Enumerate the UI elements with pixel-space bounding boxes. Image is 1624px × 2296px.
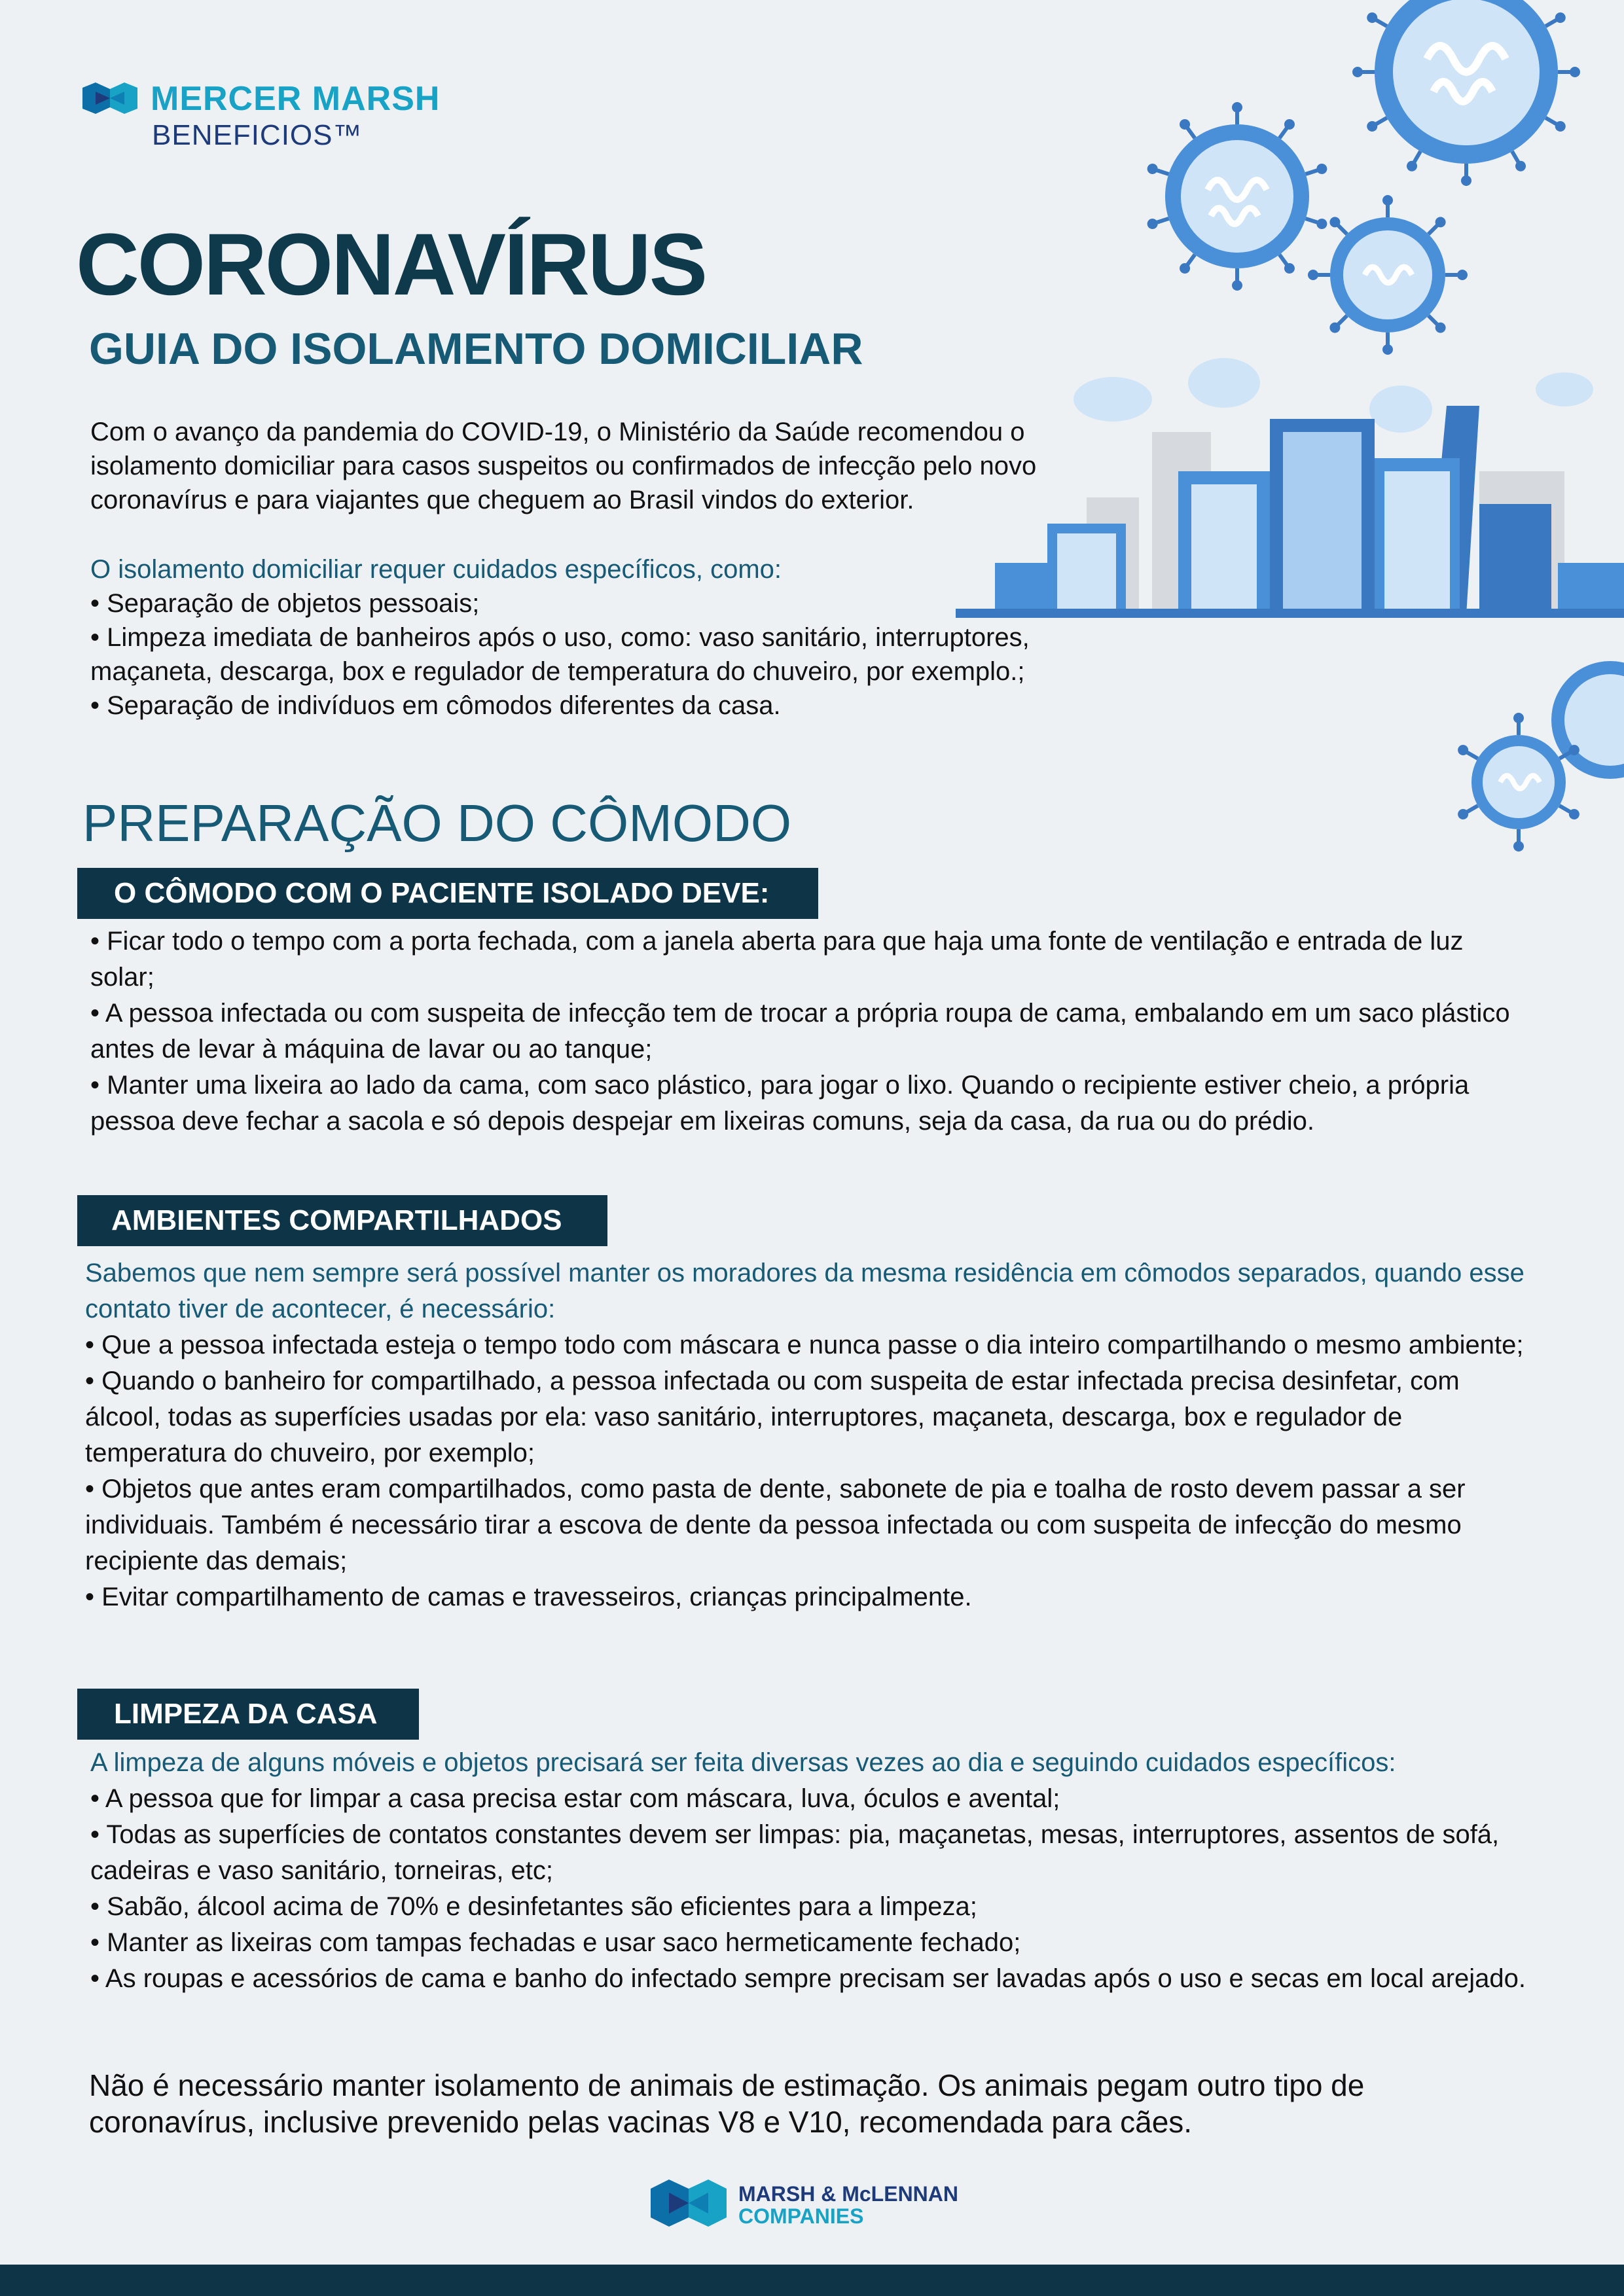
shared-lead: Sabemos que nem sempre será possível manter os moradores da mesma residência em cômodos separados, quando esse contato tiver de acontecer, é necessário: [85, 1259, 1525, 1323]
room-list [90, 924, 1511, 1139]
brand-logo [82, 77, 488, 156]
list-item: • Evitar compartilhamento de camas e travesseiros, crianças principalmente. [85, 1579, 1525, 1615]
section-title: PREPARAÇÃO DO CÔMODO [82, 794, 792, 852]
footer-logo [651, 2179, 991, 2229]
intro-lead: O isolamento domiciliar requer cuidados específicos, como: [90, 555, 782, 584]
closing-note: Não é necessário manter isolamento de animais de estimação. Os animais pegam outro tipo de coronavírus, inclusive prevenido pelas vacinas V8 e V10, recomendada para cães. [89, 2068, 1365, 2139]
marsh-mclennan-logo-icon [651, 2179, 727, 2227]
footer-logo-line1: MARSH & McLENNAN [738, 2182, 958, 2206]
intro-section [90, 415, 1111, 723]
page-title: CORONAVÍRUS [76, 216, 706, 314]
list-item: • Que a pessoa infectada esteja o tempo todo com máscara e nunca passe o dia inteiro compartilhando o mesmo ambiente; [85, 1327, 1525, 1363]
list-item: • Todas as superfícies de contatos constantes devem ser limpas: pia, maçanetas, mesas, interruptores, assentos de sofá, cadeiras e vaso sanitário, torneiras, etc; [90, 1817, 1530, 1889]
shared-list [85, 1255, 1525, 1615]
footer-logo-line2: COMPANIES [738, 2204, 864, 2228]
list-item: • Objetos que antes eram compartilhados, como pasta de dente, sabonete de pia e toalha de rosto devem passar a ser individuais. Também é necessário tirar a escova de dente da pessoa infectada ou com suspeita de infecção do mesmo recipiente das demais; [85, 1471, 1525, 1579]
page-subtitle: GUIA DO ISOLAMENTO DOMICILIAR [89, 324, 863, 374]
list-item: • Separação de objetos pessoais; [90, 586, 1111, 620]
list-item: • Sabão, álcool acima de 70% e desinfetantes são eficientes para a limpeza; [90, 1889, 1530, 1925]
section-heading-cleaning: LIMPEZA DA CASA [77, 1689, 419, 1740]
list-item: • Limpeza imediata de banheiros após o uso, como: vaso sanitário, interruptores, maçaneta, descarga, box e regulador de temperatura do chuveiro, por exemplo.; [90, 620, 1111, 689]
list-item: • As roupas e acessórios de cama e banho do infectado sempre precisam ser lavadas após o uso e secas em local arejado. [90, 1961, 1530, 1997]
footer-bar [0, 2265, 1624, 2296]
brand-subname: BENEFICIOS™ [152, 119, 363, 151]
list-item: • Manter as lixeiras com tampas fechadas e usar saco hermeticamente fechado; [90, 1925, 1530, 1961]
list-item: • A pessoa infectada ou com suspeita de infecção tem de trocar a própria roupa de cama, embalando em um saco plástico antes de levar à máquina de lavar ou ao tanque; [90, 996, 1511, 1067]
intro-paragraph: Com o avanço da pandemia do COVID-19, o Ministério da Saúde recomendou o isolamento domiciliar para casos suspeitos ou confirmados de infecção pelo novo coronavírus e para viajantes que cheguem ao Brasil vindos do exterior. [90, 418, 1037, 514]
cleaning-lead: A limpeza de alguns móveis e objetos precisará ser feita diversas vezes ao dia e seguindo cuidados específicos: [90, 1748, 1396, 1777]
list-item: • Manter uma lixeira ao lado da cama, com saco plástico, para jogar o lixo. Quando o recipiente estiver cheio, a própria pessoa deve fechar a sacola e só depois despejar em lixeiras comuns, seja da casa, da rua ou do prédio. [90, 1067, 1511, 1139]
list-item: • A pessoa que for limpar a casa precisa estar com máscara, luva, óculos e avental; [90, 1781, 1530, 1817]
section-heading-room: O CÔMODO COM O PACIENTE ISOLADO DEVE: [77, 868, 818, 919]
list-item: • Separação de indivíduos em cômodos diferentes da casa. [90, 689, 1111, 723]
cleaning-list [90, 1745, 1530, 1997]
list-item: • Quando o banheiro for compartilhado, a pessoa infectada ou com suspeita de estar infectada precisa desinfetar, com álcool, todas as superfícies usadas por ela: vaso sanitário, interruptores, maçaneta, descarga, box e regulador de temperatura do chuveiro, por exemplo; [85, 1363, 1525, 1471]
section-heading-shared: AMBIENTES COMPARTILHADOS [77, 1195, 607, 1246]
mercer-marsh-logo-icon [82, 82, 137, 114]
brand-name: MERCER MARSH [151, 80, 441, 118]
list-item: • Ficar todo o tempo com a porta fechada, com a janela aberta para que haja uma fonte de ventilação e entrada de luz solar; [90, 924, 1511, 996]
